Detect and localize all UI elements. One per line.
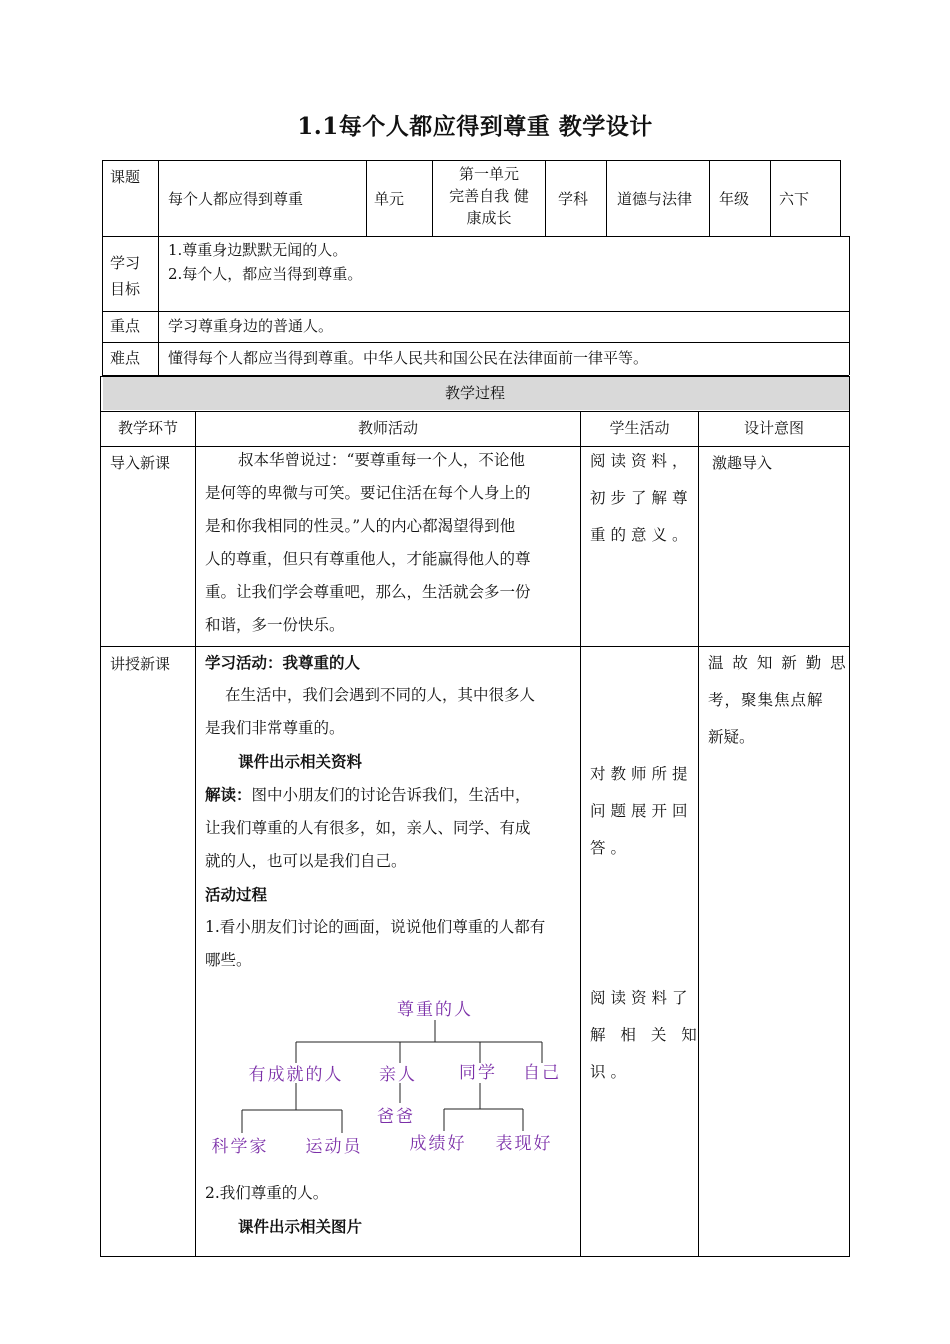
activity-title: 学习活动：我尊重的人	[205, 653, 361, 672]
text-line: 对教师所提	[590, 765, 693, 783]
text-line: 初步了解尊	[590, 489, 693, 507]
interp-label: 解读：	[205, 785, 252, 804]
student-activity-read	[590, 980, 702, 1091]
diagram-node: 运动员	[305, 1137, 363, 1157]
unit-value-line: 完善自我 健	[449, 187, 529, 205]
grade-label: 年级	[719, 190, 750, 208]
text-line: 哪些。	[205, 951, 252, 969]
column-header: 设计意图	[743, 419, 804, 437]
objective-item: 2.每个人，都应当得到尊重。	[168, 265, 363, 283]
subject-value: 道德与法律	[617, 190, 693, 208]
text-line: 答。	[590, 839, 632, 857]
diagram-node: 成绩好	[409, 1134, 467, 1154]
text-line: 是和你我相同的性灵。”人的内心都渴望得到他	[205, 517, 516, 535]
column-header: 教师活动	[357, 419, 418, 437]
text-line: 是我们非常尊重的。	[205, 719, 345, 737]
grade-value: 六下	[779, 190, 810, 208]
text-line: 在生活中，我们会遇到不同的人，其中很多人	[225, 686, 536, 704]
respect-diagram	[200, 995, 575, 1165]
teacher-activity-step2	[205, 1177, 577, 1243]
text-line: 2.我们尊重的人。	[205, 1184, 329, 1202]
text-line: 就的人，也可以是我们自己。	[205, 852, 407, 870]
diagram-root: 尊重的人	[397, 1000, 473, 1020]
diagram-node: 科学家	[211, 1137, 269, 1157]
diagram-node: 有成就的人	[248, 1065, 344, 1085]
text-line: 问题展开回	[590, 802, 693, 820]
column-header: 学生活动	[609, 419, 670, 437]
text-line: 让我们尊重的人有很多，如，亲人、同学、有成	[205, 819, 531, 837]
text-line: 和谐，多一份快乐。	[205, 616, 345, 634]
teacher-activity-main	[205, 646, 577, 977]
topic-value: 每个人都应得到尊重	[168, 190, 304, 208]
objectives-label	[110, 250, 140, 302]
unit-value	[433, 163, 545, 229]
diagram-node: 表现好	[495, 1134, 553, 1154]
unit-value-line: 第一单元	[458, 165, 519, 183]
student-activity-answer	[590, 756, 693, 867]
text-line: 识。	[590, 1063, 632, 1081]
text-line: 解 相 关 知	[590, 1026, 702, 1044]
key-point-label: 重点	[110, 317, 141, 335]
text-line: 阅读资料了	[590, 989, 693, 1007]
intent-main	[708, 645, 848, 756]
process-heading: 教学过程	[444, 384, 505, 402]
objectives-label-line: 学习	[110, 254, 141, 272]
stage-label: 导入新课	[110, 454, 171, 472]
topic-label: 课题	[110, 168, 141, 186]
text-line: 新疑。	[708, 728, 755, 746]
page-title: 1.1每个人都应得到尊重 教学设计	[297, 113, 653, 140]
intent-intro: 激趣导入	[712, 454, 773, 472]
text-line: 人的尊重，但只有尊重他人，才能赢得他人的尊	[205, 550, 531, 568]
column-header: 教学环节	[117, 419, 178, 437]
teacher-activity-intro	[205, 444, 577, 642]
stage-label: 讲授新课	[110, 655, 171, 673]
courseware-note: 课件出示相关图片	[238, 1217, 363, 1236]
objectives-list	[168, 238, 362, 286]
text-line	[205, 778, 577, 812]
diagram-node: 自己	[523, 1063, 561, 1083]
unit-label: 单元	[374, 190, 405, 208]
courseware-note: 课件出示相关资料	[238, 752, 363, 771]
text-line: 1.看小朋友们讨论的画面，说说他们尊重的人都有	[205, 918, 546, 936]
objective-item: 1.尊重身边默默无闻的人。	[168, 241, 348, 259]
diagram-node: 同学	[459, 1063, 497, 1083]
unit-value-line: 康成长	[466, 209, 512, 227]
text-line: 叔本华曾说过：“要尊重每一个人，不论他	[238, 451, 525, 469]
interp-text: 图中小朋友们的讨论告诉我们，生活中，	[251, 786, 531, 804]
diagram-node: 亲人	[379, 1065, 417, 1085]
objectives-label-line: 目标	[110, 280, 141, 298]
text-line: 重。让我们学会尊重吧，那么，生活就会多一份	[205, 583, 531, 601]
diagram-node: 爸爸	[377, 1107, 415, 1127]
key-point-value: 学习尊重身边的普通人。	[168, 317, 334, 335]
difficulty-value: 懂得每个人都应当得到尊重。中华人民共和国公民在法律面前一律平等。	[168, 349, 649, 367]
text-line: 温 故 知 新 勤 思	[708, 654, 848, 672]
difficulty-label: 难点	[110, 349, 141, 367]
student-activity-intro	[590, 443, 693, 554]
text-line: 是何等的卑微与可笑。要记住活在每个人身上的	[205, 484, 531, 502]
subject-label: 学科	[558, 190, 589, 208]
text-line: 重的意义。	[590, 526, 693, 544]
process-title: 活动过程	[205, 885, 268, 904]
text-line: 阅读资料，	[590, 452, 693, 470]
text-line: 考，聚集焦点解	[708, 691, 824, 709]
